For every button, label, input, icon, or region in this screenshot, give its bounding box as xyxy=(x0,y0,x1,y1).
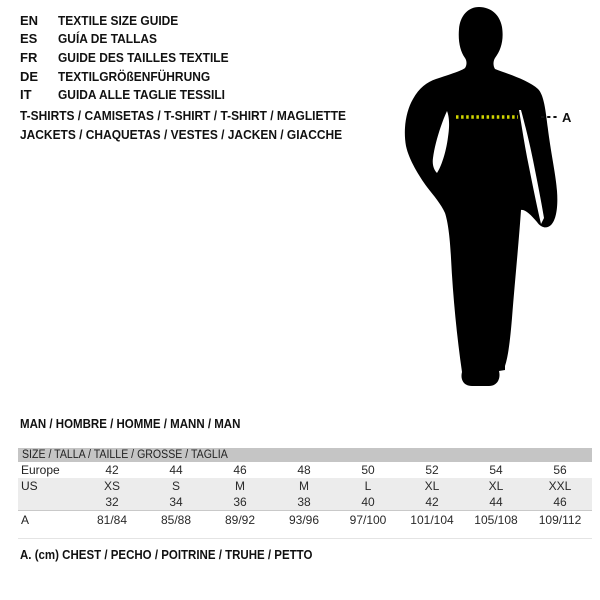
size-cell: S xyxy=(144,478,208,494)
size-cell: 54 xyxy=(489,463,503,477)
size-table-header: SIZE / TALLA / TAILLE / GRÖSSE / TAGLIA xyxy=(18,448,592,462)
size-cell: XS xyxy=(80,478,144,494)
size-cell: 50 xyxy=(361,463,375,477)
size-table-row-label: Europe xyxy=(21,463,60,477)
table-bottom-rule xyxy=(18,538,592,539)
language-code: IT xyxy=(20,87,32,103)
language-row xyxy=(20,48,243,67)
size-cell: 44 xyxy=(169,463,183,477)
size-cell: 32 xyxy=(80,494,144,511)
language-title: GUÍA DE TALLAS xyxy=(58,31,158,47)
size-table-row-label: US xyxy=(18,478,80,494)
section-heading: MAN / HOMBRE / HOMME / MANN / MAN xyxy=(20,417,241,431)
language-title: TEXTILE SIZE GUIDE xyxy=(58,12,179,28)
size-cell: 101/104 xyxy=(400,511,464,530)
language-title: GUIDE DES TAILLES TEXTILE xyxy=(58,49,229,65)
size-cell: 97/100 xyxy=(336,511,400,530)
size-table-row-label xyxy=(18,494,80,511)
size-cell: 46 xyxy=(233,463,247,477)
language-row xyxy=(20,30,243,49)
size-cell: 105/108 xyxy=(464,511,528,530)
language-code: DE xyxy=(20,68,39,84)
size-cell: 52 xyxy=(425,463,439,477)
measurement-figure xyxy=(393,5,578,397)
size-cell: 56 xyxy=(553,463,567,477)
language-code: ES xyxy=(20,31,38,47)
size-cell: L xyxy=(336,478,400,494)
size-table-row xyxy=(18,511,592,530)
language-list xyxy=(20,11,243,104)
size-cell: 85/88 xyxy=(144,511,208,530)
size-cell: XL xyxy=(464,478,528,494)
size-table-row xyxy=(18,478,592,494)
language-row xyxy=(20,67,243,86)
category-line-tshirts: T-SHIRTS / CAMISETAS / T-SHIRT / T-SHIRT / MAGLIETTE xyxy=(20,108,347,123)
language-row xyxy=(20,85,243,104)
man-silhouette xyxy=(405,7,557,386)
size-cell: 81/84 xyxy=(80,511,144,530)
size-cell: 40 xyxy=(336,494,400,511)
size-cell: 42 xyxy=(105,463,119,477)
measure-a-footnote: A. (cm) CHEST / PECHO / POITRINE / TRUHE / PETTO xyxy=(20,548,313,562)
size-table-row xyxy=(18,462,592,478)
language-title: GUIDA ALLE TAGLIE TESSILI xyxy=(58,87,226,103)
size-table-body xyxy=(18,462,592,529)
language-title: TEXTILGRÖßENFÜHRUNG xyxy=(58,68,211,84)
size-cell: 38 xyxy=(272,494,336,511)
size-cell: 93/96 xyxy=(272,511,336,530)
size-cell: 89/92 xyxy=(208,511,272,530)
language-code: FR xyxy=(20,49,38,65)
size-table-row-label: A xyxy=(18,511,80,530)
size-cell: XXL xyxy=(528,478,592,494)
size-cell: 42 xyxy=(400,494,464,511)
size-table-row xyxy=(18,494,592,511)
size-cell: XL xyxy=(400,478,464,494)
size-cell: 34 xyxy=(144,494,208,511)
category-lines xyxy=(20,106,374,144)
language-code: EN xyxy=(20,12,39,28)
size-cell: 44 xyxy=(464,494,528,511)
measure-a-label: A xyxy=(562,110,572,125)
size-cell: M xyxy=(208,478,272,494)
size-cell: 48 xyxy=(297,463,311,477)
size-cell: 46 xyxy=(528,494,592,511)
language-row xyxy=(20,11,243,30)
size-cell: 36 xyxy=(208,494,272,511)
size-table xyxy=(18,462,592,529)
size-cell: 109/112 xyxy=(528,511,592,530)
category-line-jackets: JACKETS / CHAQUETAS / VESTES / JACKEN / GIACCHE xyxy=(20,127,343,142)
size-cell: M xyxy=(272,478,336,494)
